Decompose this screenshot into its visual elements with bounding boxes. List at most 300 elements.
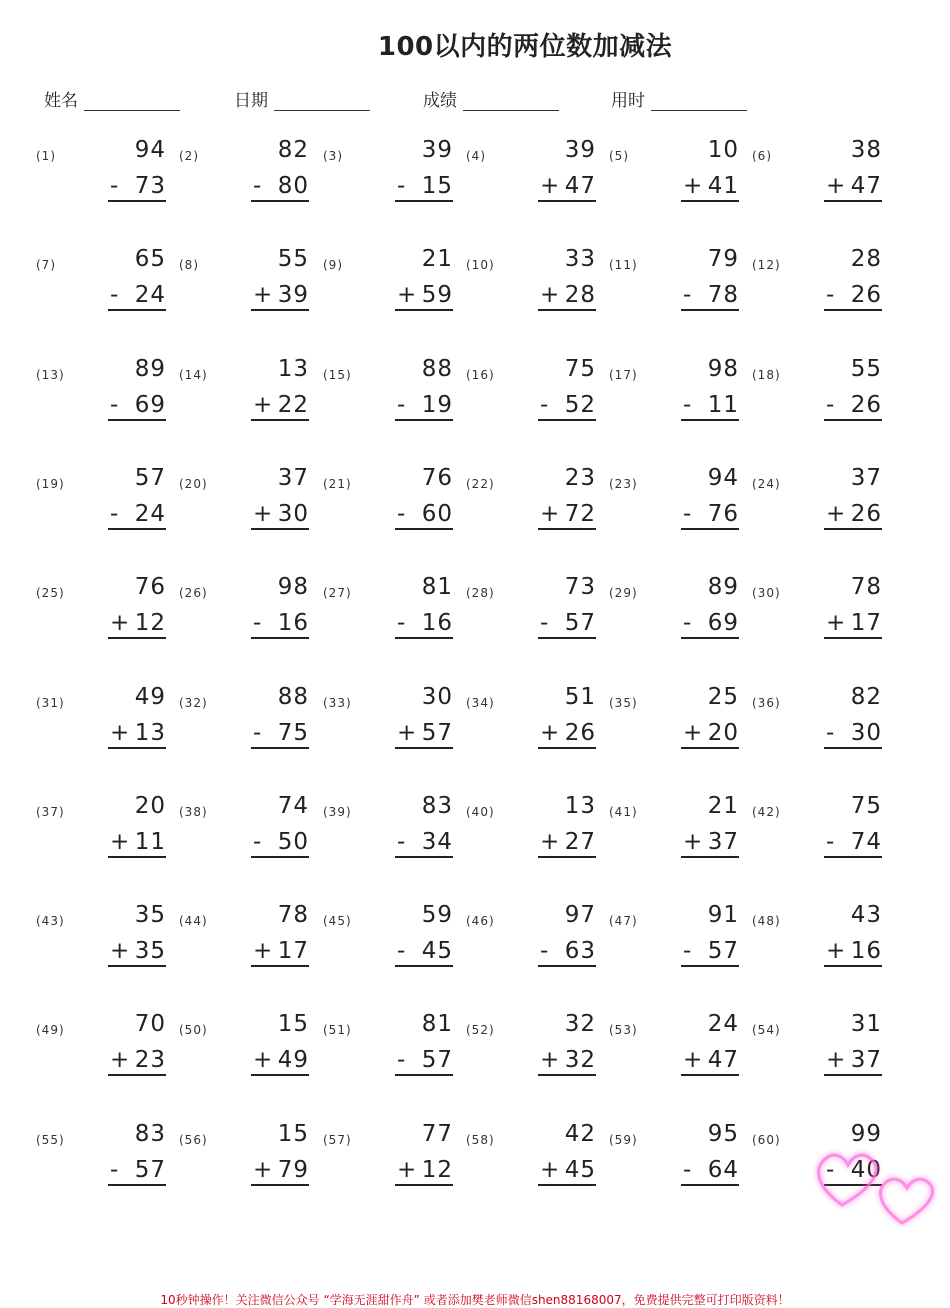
second-operand: 52 [564, 392, 596, 418]
first-operand: 91 [707, 902, 739, 928]
first-operand: 89 [707, 574, 739, 600]
problem-number: (40) [466, 805, 495, 819]
second-operand: 74 [850, 829, 882, 855]
score-label: 成绩 [423, 91, 457, 111]
problem-number: (1) [36, 149, 56, 163]
second-operand-row [108, 720, 166, 749]
problem-number: (56) [179, 1133, 208, 1147]
second-operand: 11 [134, 829, 166, 855]
problem-item [323, 795, 453, 875]
first-operand: 32 [564, 1011, 596, 1037]
problem-item [179, 686, 309, 766]
problem-number: (14) [179, 368, 208, 382]
operator: + [253, 501, 274, 527]
second-operand-row [395, 1047, 453, 1076]
second-operand-row [395, 392, 453, 421]
first-operand: 95 [707, 1121, 739, 1147]
problem-item [36, 576, 166, 656]
operator: - [110, 173, 120, 199]
second-operand-row [538, 501, 596, 530]
second-operand-row [108, 501, 166, 530]
second-operand: 63 [564, 938, 596, 964]
problem-number: (8) [179, 258, 199, 272]
problem-item [609, 904, 739, 984]
problem-item [323, 576, 453, 656]
operator: - [826, 829, 836, 855]
problem-item [323, 1013, 453, 1093]
problem-number: (51) [323, 1023, 352, 1037]
problem-number: (18) [752, 368, 781, 382]
second-operand-row [681, 720, 739, 749]
problem-item [179, 139, 309, 219]
operator: - [397, 610, 407, 636]
operator: - [253, 610, 263, 636]
second-operand-row [681, 1157, 739, 1186]
operator: + [683, 173, 704, 199]
second-operand-row [681, 610, 739, 639]
first-operand: 15 [277, 1121, 309, 1147]
second-operand: 72 [564, 501, 596, 527]
problem-number: (35) [609, 696, 638, 710]
problem-number: (29) [609, 586, 638, 600]
problem-item [466, 358, 596, 438]
problem-item [752, 248, 882, 328]
second-operand: 57 [564, 610, 596, 636]
problem-number: (13) [36, 368, 65, 382]
problem-item [36, 467, 166, 547]
problem-number: (3) [323, 149, 343, 163]
operator: + [683, 720, 704, 746]
operator: - [683, 392, 693, 418]
second-operand-row [395, 501, 453, 530]
problem-item [36, 248, 166, 328]
first-operand: 15 [277, 1011, 309, 1037]
problem-item [609, 686, 739, 766]
problem-number: (45) [323, 914, 352, 928]
first-operand: 35 [134, 902, 166, 928]
second-operand-row [681, 938, 739, 967]
problem-number: (53) [609, 1023, 638, 1037]
operator: - [253, 829, 263, 855]
second-operand-row [681, 392, 739, 421]
second-operand-row [395, 829, 453, 858]
problem-item [323, 467, 453, 547]
second-operand: 39 [277, 282, 309, 308]
operator: + [826, 610, 847, 636]
problem-item [36, 904, 166, 984]
problem-number: (37) [36, 805, 65, 819]
second-operand-row [538, 938, 596, 967]
first-operand: 23 [564, 465, 596, 491]
second-operand-row [681, 282, 739, 311]
second-operand: 69 [707, 610, 739, 636]
second-operand: 24 [134, 501, 166, 527]
operator: - [397, 829, 407, 855]
second-operand: 59 [421, 282, 453, 308]
operator: + [253, 392, 274, 418]
problem-number: (33) [323, 696, 352, 710]
operator: - [110, 1157, 120, 1183]
second-operand-row [538, 392, 596, 421]
operator: + [110, 1047, 131, 1073]
second-operand: 16 [421, 610, 453, 636]
second-operand: 23 [134, 1047, 166, 1073]
first-operand: 83 [421, 793, 453, 819]
operator: - [683, 938, 693, 964]
first-operand: 25 [707, 684, 739, 710]
operator: + [110, 720, 131, 746]
second-operand: 47 [850, 173, 882, 199]
problem-number: (58) [466, 1133, 495, 1147]
second-operand-row [395, 1157, 453, 1186]
second-operand: 30 [850, 720, 882, 746]
second-operand: 16 [277, 610, 309, 636]
problem-number: (39) [323, 805, 352, 819]
operator: - [110, 282, 120, 308]
second-operand: 12 [421, 1157, 453, 1183]
second-operand: 41 [707, 173, 739, 199]
first-operand: 55 [850, 356, 882, 382]
problem-number: (60) [752, 1133, 781, 1147]
second-operand: 79 [277, 1157, 309, 1183]
first-operand: 75 [564, 356, 596, 382]
second-operand: 17 [850, 610, 882, 636]
second-operand-row [395, 282, 453, 311]
problem-number: (36) [752, 696, 781, 710]
problem-item [466, 139, 596, 219]
first-operand: 75 [850, 793, 882, 819]
problem-number: (44) [179, 914, 208, 928]
operator: + [540, 501, 561, 527]
problem-number: (48) [752, 914, 781, 928]
second-operand-row [251, 720, 309, 749]
second-operand-row [824, 282, 882, 311]
second-operand-row [538, 720, 596, 749]
first-operand: 37 [277, 465, 309, 491]
first-operand: 59 [421, 902, 453, 928]
operator: - [397, 938, 407, 964]
problem-item [179, 358, 309, 438]
operator: + [826, 173, 847, 199]
second-operand: 26 [850, 392, 882, 418]
first-operand: 76 [134, 574, 166, 600]
problem-item [752, 904, 882, 984]
first-operand: 83 [134, 1121, 166, 1147]
second-operand: 45 [421, 938, 453, 964]
second-operand-row [108, 282, 166, 311]
second-operand-row [824, 938, 882, 967]
problem-item [752, 358, 882, 438]
problem-item [466, 686, 596, 766]
problem-item [179, 904, 309, 984]
problem-item [179, 467, 309, 547]
second-operand-row [824, 1047, 882, 1076]
first-operand: 49 [134, 684, 166, 710]
second-operand-row [395, 720, 453, 749]
first-operand: 94 [707, 465, 739, 491]
operator: + [540, 720, 561, 746]
problem-number: (10) [466, 258, 495, 272]
first-operand: 82 [850, 684, 882, 710]
second-operand: 80 [277, 173, 309, 199]
second-operand: 35 [134, 938, 166, 964]
problem-item [36, 686, 166, 766]
problem-item [466, 795, 596, 875]
problem-item [323, 1123, 453, 1203]
first-operand: 39 [564, 137, 596, 163]
first-operand: 21 [421, 246, 453, 272]
problem-number: (41) [609, 805, 638, 819]
first-operand: 10 [707, 137, 739, 163]
second-operand: 34 [421, 829, 453, 855]
operator: - [397, 1047, 407, 1073]
first-operand: 33 [564, 246, 596, 272]
problem-number: (31) [36, 696, 65, 710]
problem-number: (50) [179, 1023, 208, 1037]
problem-number: (9) [323, 258, 343, 272]
problem-item [323, 904, 453, 984]
operator: - [683, 282, 693, 308]
first-operand: 42 [564, 1121, 596, 1147]
second-operand-row [538, 1157, 596, 1186]
second-operand: 13 [134, 720, 166, 746]
problem-number: (24) [752, 477, 781, 491]
second-operand-row [108, 1157, 166, 1186]
second-operand: 57 [707, 938, 739, 964]
second-operand: 17 [277, 938, 309, 964]
second-operand: 69 [134, 392, 166, 418]
problem-item [466, 576, 596, 656]
problem-item [36, 139, 166, 219]
operator: + [397, 1157, 418, 1183]
problem-number: (47) [609, 914, 638, 928]
operator: - [826, 720, 836, 746]
problem-number: (59) [609, 1133, 638, 1147]
problem-item [752, 467, 882, 547]
operator: - [826, 392, 836, 418]
first-operand: 97 [564, 902, 596, 928]
first-operand: 78 [277, 902, 309, 928]
second-operand: 32 [564, 1047, 596, 1073]
first-operand: 43 [850, 902, 882, 928]
first-operand: 78 [850, 574, 882, 600]
problem-item [609, 358, 739, 438]
second-operand: 73 [134, 173, 166, 199]
problem-number: (57) [323, 1133, 352, 1147]
problem-number: (25) [36, 586, 65, 600]
second-operand: 60 [421, 501, 453, 527]
operator: - [397, 501, 407, 527]
problem-number: (16) [466, 368, 495, 382]
operator: + [540, 829, 561, 855]
second-operand-row [538, 173, 596, 202]
second-operand-row [824, 610, 882, 639]
first-operand: 21 [707, 793, 739, 819]
problem-number: (32) [179, 696, 208, 710]
problem-number: (20) [179, 477, 208, 491]
first-operand: 55 [277, 246, 309, 272]
operator: - [253, 720, 263, 746]
problem-item [609, 467, 739, 547]
second-operand-row [108, 1047, 166, 1076]
problem-item [466, 904, 596, 984]
second-operand-row [251, 938, 309, 967]
second-operand: 24 [134, 282, 166, 308]
operator: - [540, 392, 550, 418]
second-operand-row [538, 829, 596, 858]
operator: - [826, 282, 836, 308]
first-operand: 37 [850, 465, 882, 491]
time-label: 用时 [611, 91, 645, 111]
problem-item [36, 795, 166, 875]
problem-item [36, 1013, 166, 1093]
operator: + [253, 1047, 274, 1073]
problem-number: (43) [36, 914, 65, 928]
second-operand-row [251, 1157, 309, 1186]
first-operand: 88 [421, 356, 453, 382]
operator: + [253, 282, 274, 308]
problem-number: (30) [752, 586, 781, 600]
second-operand: 76 [707, 501, 739, 527]
operator: - [397, 392, 407, 418]
operator: + [826, 1047, 847, 1073]
problem-number: (27) [323, 586, 352, 600]
second-operand-row [824, 173, 882, 202]
problem-item [179, 248, 309, 328]
problem-number: (22) [466, 477, 495, 491]
second-operand: 40 [850, 1157, 882, 1183]
problem-item [323, 358, 453, 438]
problem-item [752, 576, 882, 656]
page-title: 100以内的两位数加减法 [377, 32, 673, 62]
first-operand: 39 [421, 137, 453, 163]
problem-item [179, 576, 309, 656]
first-operand: 28 [850, 246, 882, 272]
second-operand: 37 [707, 829, 739, 855]
operator: + [826, 501, 847, 527]
problem-number: (5) [609, 149, 629, 163]
problem-number: (28) [466, 586, 495, 600]
problem-item [179, 1013, 309, 1093]
problem-item [466, 248, 596, 328]
second-operand-row [251, 392, 309, 421]
operator: - [683, 501, 693, 527]
problem-item [752, 795, 882, 875]
second-operand: 22 [277, 392, 309, 418]
second-operand-row [108, 829, 166, 858]
problem-number: (38) [179, 805, 208, 819]
second-operand: 50 [277, 829, 309, 855]
second-operand-row [108, 173, 166, 202]
first-operand: 94 [134, 137, 166, 163]
problem-item [609, 1013, 739, 1093]
first-operand: 31 [850, 1011, 882, 1037]
second-operand-row [681, 1047, 739, 1076]
problem-number: (55) [36, 1133, 65, 1147]
second-operand: 78 [707, 282, 739, 308]
problem-item [179, 1123, 309, 1203]
first-operand: 82 [277, 137, 309, 163]
problem-item [179, 795, 309, 875]
operator: + [110, 610, 131, 636]
second-operand-row [681, 501, 739, 530]
second-operand-row [108, 392, 166, 421]
first-operand: 65 [134, 246, 166, 272]
name-label: 姓名 [44, 91, 78, 111]
second-operand-row [395, 610, 453, 639]
problem-item [609, 576, 739, 656]
problem-item [609, 139, 739, 219]
operator: - [110, 501, 120, 527]
operator: + [110, 829, 131, 855]
problem-number: (23) [609, 477, 638, 491]
second-operand: 75 [277, 720, 309, 746]
second-operand: 16 [850, 938, 882, 964]
operator: + [397, 720, 418, 746]
first-operand: 89 [134, 356, 166, 382]
second-operand-row [538, 1047, 596, 1076]
first-operand: 73 [564, 574, 596, 600]
problem-item [752, 139, 882, 219]
problem-number: (19) [36, 477, 65, 491]
second-operand-row [251, 501, 309, 530]
problem-item [609, 795, 739, 875]
first-operand: 81 [421, 1011, 453, 1037]
date-label: 日期 [234, 91, 268, 111]
first-operand: 76 [421, 465, 453, 491]
problem-number: (17) [609, 368, 638, 382]
second-operand-row [251, 1047, 309, 1076]
second-operand: 26 [564, 720, 596, 746]
second-operand: 49 [277, 1047, 309, 1073]
second-operand-row [824, 829, 882, 858]
first-operand: 88 [277, 684, 309, 710]
problem-number: (34) [466, 696, 495, 710]
problem-number: (49) [36, 1023, 65, 1037]
first-operand: 51 [564, 684, 596, 710]
problem-number: (11) [609, 258, 638, 272]
problem-item [466, 1013, 596, 1093]
problem-item [36, 1123, 166, 1203]
second-operand-row [251, 610, 309, 639]
operator: - [110, 392, 120, 418]
second-operand: 15 [421, 173, 453, 199]
problem-number: (54) [752, 1023, 781, 1037]
second-operand-row [251, 829, 309, 858]
problem-item [323, 248, 453, 328]
second-operand: 26 [850, 282, 882, 308]
operator: - [683, 1157, 693, 1183]
second-operand: 11 [707, 392, 739, 418]
operator: - [540, 610, 550, 636]
second-operand: 37 [850, 1047, 882, 1073]
second-operand-row [395, 173, 453, 202]
operator: + [110, 938, 131, 964]
second-operand: 57 [421, 1047, 453, 1073]
problem-number: (46) [466, 914, 495, 928]
first-operand: 77 [421, 1121, 453, 1147]
heart-icon [812, 1135, 947, 1230]
problem-item [609, 248, 739, 328]
problem-item [609, 1123, 739, 1203]
operator: + [683, 1047, 704, 1073]
second-operand-row [824, 392, 882, 421]
first-operand: 70 [134, 1011, 166, 1037]
problem-number: (2) [179, 149, 199, 163]
first-operand: 13 [277, 356, 309, 382]
second-operand: 12 [134, 610, 166, 636]
second-operand-row [251, 282, 309, 311]
